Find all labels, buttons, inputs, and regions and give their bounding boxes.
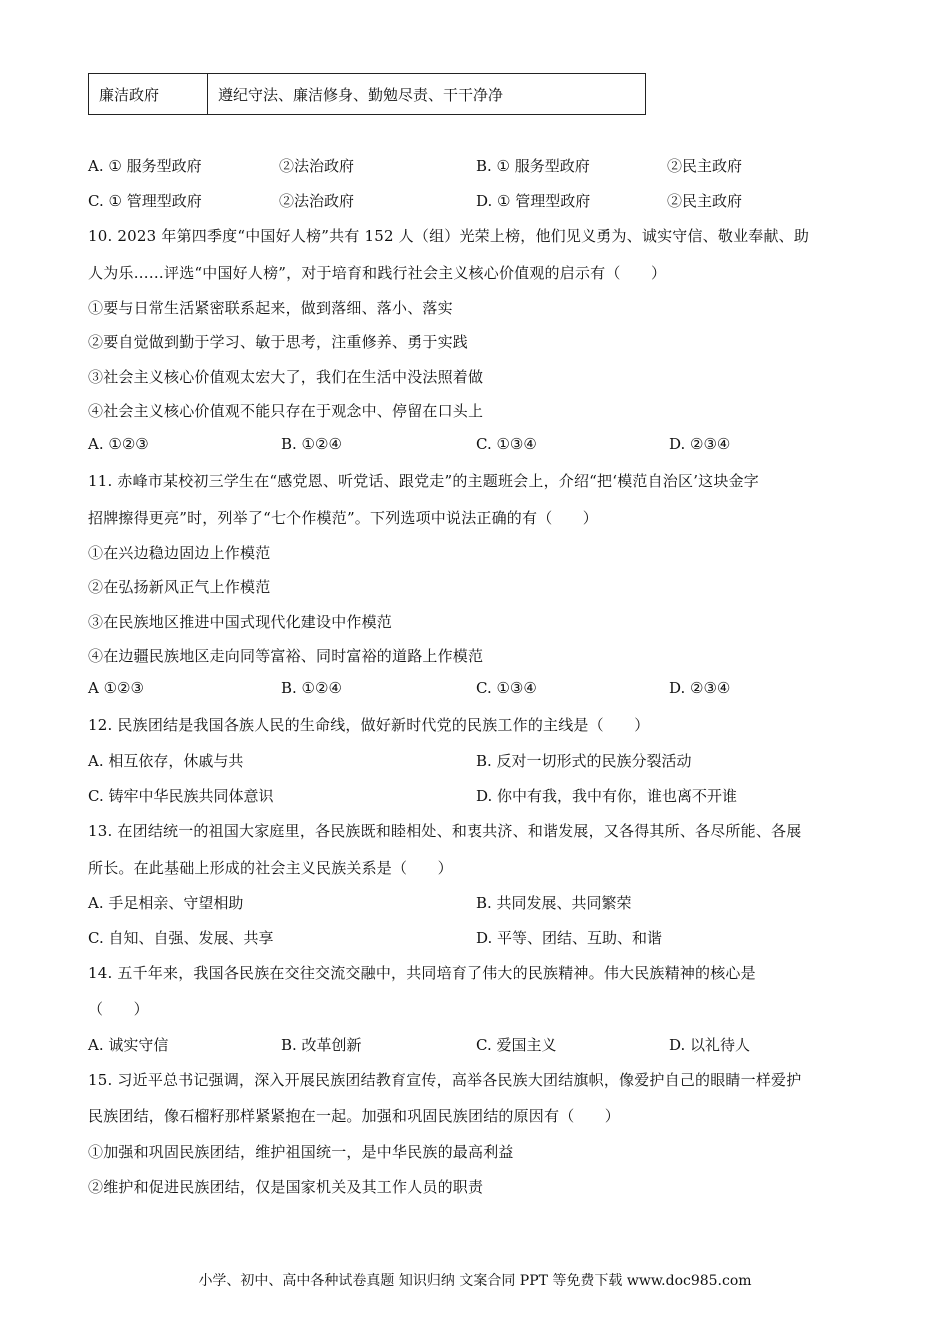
q12-option-c: C. 铸牢中华民族共同体意识: [88, 787, 274, 805]
q15-stem-line2: 民族团结，像石榴籽那样紧紧抱在一起。加强和巩固民族团结的原因有（ ）: [88, 1107, 621, 1125]
q11-option-d: D. ②③④: [669, 679, 731, 697]
answer-table: [88, 73, 646, 115]
q14-option-d: D. 以礼待人: [669, 1036, 751, 1054]
q9-option-c2: ②法治政府: [279, 192, 355, 210]
q15-stem-line1: 15. 习近平总书记强调，深入开展民族团结教育宣传，高举各民族大团结旗帜，像爱护自己的眼睛一样爱护: [88, 1071, 802, 1089]
q11-stem-line2: 招牌擦得更亮”时，列举了“七个作模范”。下列选项中说法正确的有（ ）: [88, 509, 599, 527]
q10-statement-1: ①要与日常生活紧密联系起来，做到落细、落小、落实: [88, 299, 453, 317]
page-footer: 小学、初中、高中各种试卷真题 知识归纳 文案合同 PPT 等免费下载 www.doc985.com: [198, 1273, 752, 1289]
q13-option-a: A. 手足相亲、守望相助: [88, 894, 244, 912]
q10-option-b: B. ①②④: [281, 435, 342, 453]
q12-option-b: B. 反对一切形式的民族分裂活动: [476, 752, 692, 770]
q12-option-a: A. 相互依存，休戚与共: [88, 752, 244, 770]
q11-option-c: C. ①③④: [476, 679, 537, 697]
q15-statement-2: ②维护和促进民族团结，仅是国家机关及其工作人员的职责: [88, 1178, 484, 1196]
q9-option-a2: ②法治政府: [279, 157, 355, 175]
q10-option-a: A. ①②③: [88, 435, 149, 453]
q11-option-a: A ①②③: [88, 679, 144, 697]
q10-statement-2: ②要自觉做到勤于学习、敏于思考，注重修养、勇于实践: [88, 333, 469, 351]
q10-option-c: C. ①③④: [476, 435, 537, 453]
q10-statement-4: ④社会主义核心价值观不能只存在于观念中、停留在口头上: [88, 402, 484, 420]
q13-option-b: B. 共同发展、共同繁荣: [476, 894, 632, 912]
q13-option-c: C. 自知、自强、发展、共享: [88, 929, 274, 947]
q9-option-b1: B. ① 服务型政府: [476, 157, 590, 175]
q10-option-d: D. ②③④: [669, 435, 731, 453]
q10-stem-line1: 10. 2023 年第四季度“中国好人榜”共有 152 人（组）光荣上榜，他们见义勇为、诚实守信、敬业奉献、助: [88, 227, 810, 245]
q14-stem-line1: 14. 五千年来，我国各民族在交往交流交融中，共同培育了伟大的民族精神。伟大民族精神的核心是: [88, 964, 756, 982]
table-cell-label: 廉洁政府: [89, 74, 208, 115]
q13-option-d: D. 平等、团结、互助、和谐: [476, 929, 663, 947]
q9-option-d2: ②民主政府: [667, 192, 743, 210]
q11-statement-4: ④在边疆民族地区走向同等富裕、同时富裕的道路上作模范: [88, 647, 484, 665]
q11-stem-line1: 11. 赤峰市某校初三学生在“感党恩、听党话、跟党走”的主题班会上，介绍“把‘模范自治区’这块金字: [88, 472, 759, 490]
q10-stem-line2: 人为乐……评选“中国好人榜”，对于培育和践行社会主义核心价值观的启示有（ ）: [88, 264, 667, 282]
table-cell-content: 遵纪守法、廉洁修身、勤勉尽责、干干净净: [208, 74, 646, 115]
q14-option-c: C. 爱国主义: [476, 1036, 557, 1054]
q14-option-a: A. 诚实守信: [88, 1036, 169, 1054]
q11-statement-2: ②在弘扬新风正气上作模范: [88, 578, 271, 596]
q14-option-b: B. 改革创新: [281, 1036, 362, 1054]
q9-option-c1: C. ① 管理型政府: [88, 192, 202, 210]
q12-stem-line1: 12. 民族团结是我国各族人民的生命线，做好新时代党的民族工作的主线是（ ）: [88, 716, 650, 734]
q12-option-d: D. 你中有我，我中有你，谁也离不开谁: [476, 787, 738, 805]
q11-statement-1: ①在兴边稳边固边上作模范: [88, 544, 271, 562]
q10-statement-3: ③社会主义核心价值观太宏大了，我们在生活中没法照着做: [88, 368, 484, 386]
q9-option-d1: D. ① 管理型政府: [476, 192, 591, 210]
q13-stem-line1: 13. 在团结统一的祖国大家庭里，各民族既和睦相处、和衷共济、和谐发展，又各得其所、各尽所能、各展: [88, 822, 802, 840]
q13-stem-line2: 所长。在此基础上形成的社会主义民族关系是（ ）: [88, 859, 453, 877]
q9-option-a1: A. ① 服务型政府: [88, 157, 202, 175]
q15-statement-1: ①加强和巩固民族团结，维护祖国统一，是中华民族的最高利益: [88, 1143, 514, 1161]
q11-statement-3: ③在民族地区推进中国式现代化建设中作模范: [88, 613, 393, 631]
q11-option-b: B. ①②④: [281, 679, 342, 697]
q14-stem-line2: （ ）: [88, 1000, 149, 1018]
q9-option-b2: ②民主政府: [667, 157, 743, 175]
